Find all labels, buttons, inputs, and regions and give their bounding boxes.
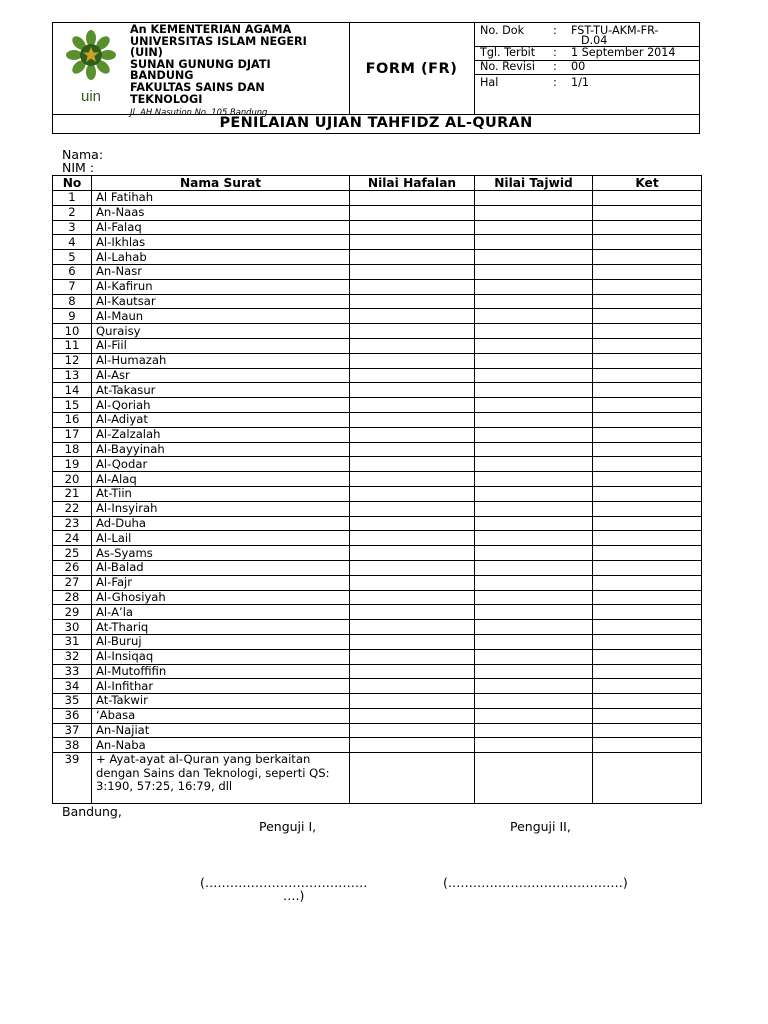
meta-row-terbit bbox=[474, 46, 700, 61]
table-row bbox=[53, 516, 702, 531]
row-number: 9 bbox=[53, 309, 92, 324]
nilai-tajwid-cell[interactable] bbox=[475, 708, 593, 723]
row-number: 7 bbox=[53, 279, 92, 294]
row-number: 39 bbox=[53, 753, 92, 804]
surat-name: Al-A’la bbox=[92, 605, 350, 620]
row-number: 34 bbox=[53, 679, 92, 694]
nilai-hafalan-cell[interactable] bbox=[350, 235, 475, 250]
ket-cell[interactable] bbox=[593, 723, 702, 738]
row-number: 31 bbox=[53, 634, 92, 649]
nilai-tajwid-cell[interactable] bbox=[475, 738, 593, 753]
ket-cell[interactable] bbox=[593, 398, 702, 413]
column-header-no: No bbox=[53, 176, 92, 191]
nilai-hafalan-cell[interactable] bbox=[350, 516, 475, 531]
nilai-hafalan-cell[interactable] bbox=[350, 220, 475, 235]
row-number: 6 bbox=[53, 264, 92, 279]
nilai-hafalan-cell[interactable] bbox=[350, 753, 475, 804]
nilai-tajwid-cell[interactable] bbox=[475, 649, 593, 664]
nilai-hafalan-cell[interactable] bbox=[350, 279, 475, 294]
table-row bbox=[53, 620, 702, 635]
revisi-label: No. Revisi bbox=[480, 60, 535, 73]
surat-name: Al-Falaq bbox=[92, 220, 350, 235]
row-number: 30 bbox=[53, 620, 92, 635]
nilai-tajwid-cell[interactable] bbox=[475, 309, 593, 324]
ket-cell[interactable] bbox=[593, 649, 702, 664]
form-title: PENILAIAN UJIAN TAHFIDZ AL-QURAN bbox=[52, 115, 700, 134]
surat-name: Al-Zalzalah bbox=[92, 427, 350, 442]
table-body bbox=[53, 191, 702, 804]
ket-cell[interactable] bbox=[593, 738, 702, 753]
nilai-tajwid-cell[interactable] bbox=[475, 398, 593, 413]
ket-cell[interactable] bbox=[593, 191, 702, 206]
meta-colon: : bbox=[553, 76, 557, 89]
surat-name: ‘Abasa bbox=[92, 708, 350, 723]
table-row bbox=[53, 679, 702, 694]
ket-cell[interactable] bbox=[593, 338, 702, 353]
meta-colon: : bbox=[553, 46, 557, 59]
row-number: 24 bbox=[53, 531, 92, 546]
table-row bbox=[53, 235, 702, 250]
row-number: 18 bbox=[53, 442, 92, 457]
nilai-tajwid-cell[interactable] bbox=[475, 220, 593, 235]
table-row bbox=[53, 634, 702, 649]
column-header-nama-surat: Nama Surat bbox=[92, 176, 350, 191]
nilai-tajwid-cell[interactable] bbox=[475, 634, 593, 649]
ket-cell[interactable] bbox=[593, 472, 702, 487]
institution-line: FAKULTAS SAINS DAN bbox=[130, 80, 265, 94]
row-number: 26 bbox=[53, 560, 92, 575]
table-row bbox=[53, 590, 702, 605]
nilai-tajwid-cell[interactable] bbox=[475, 620, 593, 635]
nilai-hafalan-cell[interactable] bbox=[350, 620, 475, 635]
table-row bbox=[53, 309, 702, 324]
table-row bbox=[53, 427, 702, 442]
table-row bbox=[53, 324, 702, 339]
nilai-tajwid-cell[interactable] bbox=[475, 383, 593, 398]
nilai-tajwid-cell[interactable] bbox=[475, 679, 593, 694]
surat-name: Al-Lahab bbox=[92, 250, 350, 265]
meta-row-no-dok bbox=[474, 23, 700, 47]
table-row bbox=[53, 220, 702, 235]
terbit-value: 1 September 2014 bbox=[571, 46, 676, 59]
nilai-tajwid-cell[interactable] bbox=[475, 486, 593, 501]
table-row bbox=[53, 398, 702, 413]
surat-name: An-Nasr bbox=[92, 264, 350, 279]
table-row bbox=[53, 664, 702, 679]
row-number: 3 bbox=[53, 220, 92, 235]
nilai-hafalan-cell[interactable] bbox=[350, 338, 475, 353]
surat-name: An-Najiat bbox=[92, 723, 350, 738]
surat-name: Al-Buruj bbox=[92, 634, 350, 649]
table-row bbox=[53, 264, 702, 279]
ket-cell[interactable] bbox=[593, 546, 702, 561]
nilai-tajwid-cell[interactable] bbox=[475, 531, 593, 546]
table-row bbox=[53, 605, 702, 620]
nilai-tajwid-cell[interactable] bbox=[475, 457, 593, 472]
ket-cell[interactable] bbox=[593, 664, 702, 679]
surat-name: Al-Asr bbox=[92, 368, 350, 383]
row-number: 19 bbox=[53, 457, 92, 472]
meta-colon: : bbox=[553, 60, 557, 73]
hal-label: Hal bbox=[480, 76, 499, 89]
surat-name: Al-Lail bbox=[92, 531, 350, 546]
table-row bbox=[53, 694, 702, 709]
row-number: 20 bbox=[53, 472, 92, 487]
nilai-tajwid-cell[interactable] bbox=[475, 279, 593, 294]
row-number: 4 bbox=[53, 235, 92, 250]
nilai-hafalan-cell[interactable] bbox=[350, 398, 475, 413]
nilai-hafalan-cell[interactable] bbox=[350, 546, 475, 561]
ket-cell[interactable] bbox=[593, 694, 702, 709]
nilai-hafalan-cell[interactable] bbox=[350, 560, 475, 575]
signature-line-2[interactable]: (……………………………………) bbox=[443, 875, 628, 890]
ket-cell[interactable] bbox=[593, 590, 702, 605]
nilai-tajwid-cell[interactable] bbox=[475, 605, 593, 620]
signature-line-1[interactable]: (………………………………… bbox=[200, 875, 368, 890]
nilai-tajwid-cell[interactable] bbox=[475, 694, 593, 709]
institution-line: TEKNOLOGI bbox=[130, 92, 203, 106]
surat-name: Quraisy bbox=[92, 324, 350, 339]
surat-name: Al-Alaq bbox=[92, 472, 350, 487]
nilai-hafalan-cell[interactable] bbox=[350, 457, 475, 472]
ket-cell[interactable] bbox=[593, 620, 702, 635]
nilai-hafalan-cell[interactable] bbox=[350, 309, 475, 324]
table-row bbox=[53, 560, 702, 575]
surat-name: At-Takasur bbox=[92, 383, 350, 398]
row-number: 14 bbox=[53, 383, 92, 398]
row-number: 16 bbox=[53, 412, 92, 427]
ket-cell[interactable] bbox=[593, 235, 702, 250]
nilai-tajwid-cell[interactable] bbox=[475, 368, 593, 383]
table-row bbox=[53, 250, 702, 265]
nilai-tajwid-cell[interactable] bbox=[475, 353, 593, 368]
row-number: 35 bbox=[53, 694, 92, 709]
nilai-tajwid-cell[interactable] bbox=[475, 516, 593, 531]
row-number: 8 bbox=[53, 294, 92, 309]
row-number: 22 bbox=[53, 501, 92, 516]
column-header-ket: Ket bbox=[593, 176, 702, 191]
nilai-tajwid-cell[interactable] bbox=[475, 664, 593, 679]
nilai-hafalan-cell[interactable] bbox=[350, 472, 475, 487]
no-dok-label: No. Dok bbox=[480, 24, 525, 37]
surat-name: Al-Insyirah bbox=[92, 501, 350, 516]
nilai-hafalan-cell[interactable] bbox=[350, 531, 475, 546]
column-header-nilai-hafalan: Nilai Hafalan bbox=[350, 176, 475, 191]
nilai-tajwid-cell[interactable] bbox=[475, 472, 593, 487]
table-row bbox=[53, 191, 702, 206]
surat-name: At-Thariq bbox=[92, 620, 350, 635]
ket-cell[interactable] bbox=[593, 575, 702, 590]
document-meta bbox=[474, 23, 700, 114]
surat-name: As-Syams bbox=[92, 546, 350, 561]
nilai-hafalan-cell[interactable] bbox=[350, 427, 475, 442]
surat-name: Al-Insiqaq bbox=[92, 649, 350, 664]
row-number: 5 bbox=[53, 250, 92, 265]
meta-row-revisi bbox=[474, 60, 700, 75]
surat-name: At-Takwir bbox=[92, 694, 350, 709]
table-row bbox=[53, 442, 702, 457]
table-row bbox=[53, 383, 702, 398]
nilai-tajwid-cell[interactable] bbox=[475, 191, 593, 206]
nilai-hafalan-cell[interactable] bbox=[350, 205, 475, 220]
nilai-hafalan-cell[interactable] bbox=[350, 264, 475, 279]
surat-name: Al-Bayyinah bbox=[92, 442, 350, 457]
nilai-tajwid-cell[interactable] bbox=[475, 723, 593, 738]
nilai-tajwid-cell[interactable] bbox=[475, 338, 593, 353]
table-row bbox=[53, 708, 702, 723]
surat-name: An-Naas bbox=[92, 205, 350, 220]
place-label: Bandung, bbox=[62, 804, 122, 819]
ket-cell[interactable] bbox=[593, 250, 702, 265]
surat-name: Al-Kafirun bbox=[92, 279, 350, 294]
institution-line: BANDUNG bbox=[130, 69, 194, 83]
nilai-hafalan-cell[interactable] bbox=[350, 383, 475, 398]
nilai-tajwid-cell[interactable] bbox=[475, 250, 593, 265]
nilai-hafalan-cell[interactable] bbox=[350, 294, 475, 309]
svg-text:uin: uin bbox=[80, 88, 102, 105]
table-row bbox=[53, 472, 702, 487]
nilai-hafalan-cell[interactable] bbox=[350, 250, 475, 265]
nilai-hafalan-cell[interactable] bbox=[350, 501, 475, 516]
terbit-label: Tgl. Terbit bbox=[480, 46, 536, 59]
surat-name: At-Tiin bbox=[92, 486, 350, 501]
table-row bbox=[53, 486, 702, 501]
institution-line: (UIN) bbox=[130, 46, 163, 60]
row-number: 1 bbox=[53, 191, 92, 206]
surat-name: An-Naba bbox=[92, 738, 350, 753]
table-row bbox=[53, 338, 702, 353]
ket-cell[interactable] bbox=[593, 708, 702, 723]
table-row bbox=[53, 294, 702, 309]
ket-cell[interactable] bbox=[593, 279, 702, 294]
ket-cell[interactable] bbox=[593, 634, 702, 649]
table-row bbox=[53, 205, 702, 220]
table-row bbox=[53, 723, 702, 738]
no-dok-value: FST-TU-AKM-FR- bbox=[571, 24, 659, 37]
table-row bbox=[53, 753, 702, 804]
row-number: 28 bbox=[53, 590, 92, 605]
table-row bbox=[53, 412, 702, 427]
form-label: FORM (FR) bbox=[365, 60, 458, 77]
surat-name: Al-Humazah bbox=[92, 353, 350, 368]
table-row bbox=[53, 457, 702, 472]
ket-cell[interactable] bbox=[593, 442, 702, 457]
institution-line: SUNAN GUNUNG DJATI bbox=[130, 57, 271, 71]
penguji-2-label: Penguji II, bbox=[510, 819, 571, 834]
nilai-hafalan-cell[interactable] bbox=[350, 442, 475, 457]
row-number: 10 bbox=[53, 324, 92, 339]
nilai-hafalan-cell[interactable] bbox=[350, 575, 475, 590]
ket-cell[interactable] bbox=[593, 264, 702, 279]
ket-cell[interactable] bbox=[593, 753, 702, 804]
ket-cell[interactable] bbox=[593, 501, 702, 516]
row-number: 12 bbox=[53, 353, 92, 368]
table-row bbox=[53, 501, 702, 516]
surat-name: Al-Mutoffifin bbox=[92, 664, 350, 679]
ket-cell[interactable] bbox=[593, 605, 702, 620]
surat-table bbox=[52, 175, 702, 804]
nilai-hafalan-cell[interactable] bbox=[350, 664, 475, 679]
ket-cell[interactable] bbox=[593, 412, 702, 427]
surat-name: Al-Maun bbox=[92, 309, 350, 324]
uin-logo-icon bbox=[63, 29, 119, 107]
row-number: 33 bbox=[53, 664, 92, 679]
ket-cell[interactable] bbox=[593, 383, 702, 398]
ket-cell[interactable] bbox=[593, 205, 702, 220]
nilai-hafalan-cell[interactable] bbox=[350, 324, 475, 339]
institution-line: UNIVERSITAS ISLAM NEGERI bbox=[130, 34, 307, 48]
institution-line: An KEMENTERIAN AGAMA bbox=[130, 23, 292, 36]
nilai-hafalan-cell[interactable] bbox=[350, 649, 475, 664]
meta-colon: : bbox=[553, 24, 557, 37]
table-row bbox=[53, 575, 702, 590]
no-dok-value-cont: D.04 bbox=[581, 34, 608, 47]
nilai-tajwid-cell[interactable] bbox=[475, 264, 593, 279]
ket-cell[interactable] bbox=[593, 486, 702, 501]
surat-name: Al-Balad bbox=[92, 560, 350, 575]
nilai-hafalan-cell[interactable] bbox=[350, 486, 475, 501]
surat-name: Ad-Duha bbox=[92, 516, 350, 531]
row-number: 29 bbox=[53, 605, 92, 620]
ket-cell[interactable] bbox=[593, 679, 702, 694]
nilai-hafalan-cell[interactable] bbox=[350, 353, 475, 368]
column-header-nilai-tajwid: Nilai Tajwid bbox=[475, 176, 593, 191]
institution-name bbox=[130, 24, 307, 119]
row-number: 38 bbox=[53, 738, 92, 753]
surat-name: Al-Ghosiyah bbox=[92, 590, 350, 605]
surat-name: Al-Fajr bbox=[92, 575, 350, 590]
ket-cell[interactable] bbox=[593, 353, 702, 368]
table-row bbox=[53, 368, 702, 383]
table-row bbox=[53, 649, 702, 664]
revisi-value: 00 bbox=[571, 60, 586, 73]
ket-cell[interactable] bbox=[593, 220, 702, 235]
surat-name: + Ayat-ayat al-Quran yang berkaitan dengan Sains dan Teknologi, seperti QS: 3:190, 57:25, 16:79, dll bbox=[92, 753, 350, 804]
table-row bbox=[53, 738, 702, 753]
surat-name: Al-Kautsar bbox=[92, 294, 350, 309]
nilai-hafalan-cell[interactable] bbox=[350, 738, 475, 753]
nilai-tajwid-cell[interactable] bbox=[475, 575, 593, 590]
nilai-tajwid-cell[interactable] bbox=[475, 294, 593, 309]
ket-cell[interactable] bbox=[593, 531, 702, 546]
nim-field-label: NIM : bbox=[62, 160, 95, 175]
penguji-1-label: Penguji I, bbox=[259, 819, 317, 834]
ket-cell[interactable] bbox=[593, 294, 702, 309]
ket-cell[interactable] bbox=[593, 368, 702, 383]
nilai-tajwid-cell[interactable] bbox=[475, 442, 593, 457]
row-number: 15 bbox=[53, 398, 92, 413]
row-number: 2 bbox=[53, 205, 92, 220]
signature-line-1-cont: ….) bbox=[283, 888, 305, 903]
nilai-tajwid-cell[interactable] bbox=[475, 205, 593, 220]
nilai-tajwid-cell[interactable] bbox=[475, 324, 593, 339]
nilai-tajwid-cell[interactable] bbox=[475, 412, 593, 427]
nilai-hafalan-cell[interactable] bbox=[350, 368, 475, 383]
surat-name: Al-Adiyat bbox=[92, 412, 350, 427]
table-header-row bbox=[53, 176, 702, 191]
nilai-hafalan-cell[interactable] bbox=[350, 412, 475, 427]
nilai-hafalan-cell[interactable] bbox=[350, 634, 475, 649]
surat-name: Al Fatihah bbox=[92, 191, 350, 206]
row-number: 21 bbox=[53, 486, 92, 501]
nilai-tajwid-cell[interactable] bbox=[475, 427, 593, 442]
row-number: 13 bbox=[53, 368, 92, 383]
surat-name: Al-Infithar bbox=[92, 679, 350, 694]
nilai-tajwid-cell[interactable] bbox=[475, 590, 593, 605]
row-number: 25 bbox=[53, 546, 92, 561]
nilai-tajwid-cell[interactable] bbox=[475, 235, 593, 250]
ket-cell[interactable] bbox=[593, 457, 702, 472]
nilai-hafalan-cell[interactable] bbox=[350, 708, 475, 723]
ket-cell[interactable] bbox=[593, 324, 702, 339]
nama-field-label: Nama: bbox=[62, 147, 104, 162]
row-number: 36 bbox=[53, 708, 92, 723]
nilai-hafalan-cell[interactable] bbox=[350, 679, 475, 694]
surat-name: Al-Fiil bbox=[92, 338, 350, 353]
ket-cell[interactable] bbox=[593, 560, 702, 575]
nilai-tajwid-cell[interactable] bbox=[475, 560, 593, 575]
nilai-tajwid-cell[interactable] bbox=[475, 546, 593, 561]
nilai-hafalan-cell[interactable] bbox=[350, 723, 475, 738]
row-number: 23 bbox=[53, 516, 92, 531]
nilai-hafalan-cell[interactable] bbox=[350, 694, 475, 709]
hal-value: 1/1 bbox=[571, 76, 590, 89]
table-row bbox=[53, 531, 702, 546]
ket-cell[interactable] bbox=[593, 309, 702, 324]
surat-name: Al-Qoriah bbox=[92, 398, 350, 413]
table-row bbox=[53, 546, 702, 561]
nilai-tajwid-cell[interactable] bbox=[475, 501, 593, 516]
form-header bbox=[52, 22, 700, 118]
nilai-hafalan-cell[interactable] bbox=[350, 590, 475, 605]
ket-cell[interactable] bbox=[593, 427, 702, 442]
nilai-hafalan-cell[interactable] bbox=[350, 191, 475, 206]
row-number: 11 bbox=[53, 338, 92, 353]
row-number: 27 bbox=[53, 575, 92, 590]
institution-address: Jl. AH Nasution No. 105 Bandung bbox=[130, 107, 268, 118]
row-number: 17 bbox=[53, 427, 92, 442]
row-number: 37 bbox=[53, 723, 92, 738]
table-row bbox=[53, 279, 702, 294]
ket-cell[interactable] bbox=[593, 516, 702, 531]
table-row bbox=[53, 353, 702, 368]
row-number: 32 bbox=[53, 649, 92, 664]
nilai-tajwid-cell[interactable] bbox=[475, 753, 593, 804]
surat-name: Al-Qodar bbox=[92, 457, 350, 472]
nilai-hafalan-cell[interactable] bbox=[350, 605, 475, 620]
surat-name: Al-Ikhlas bbox=[92, 235, 350, 250]
